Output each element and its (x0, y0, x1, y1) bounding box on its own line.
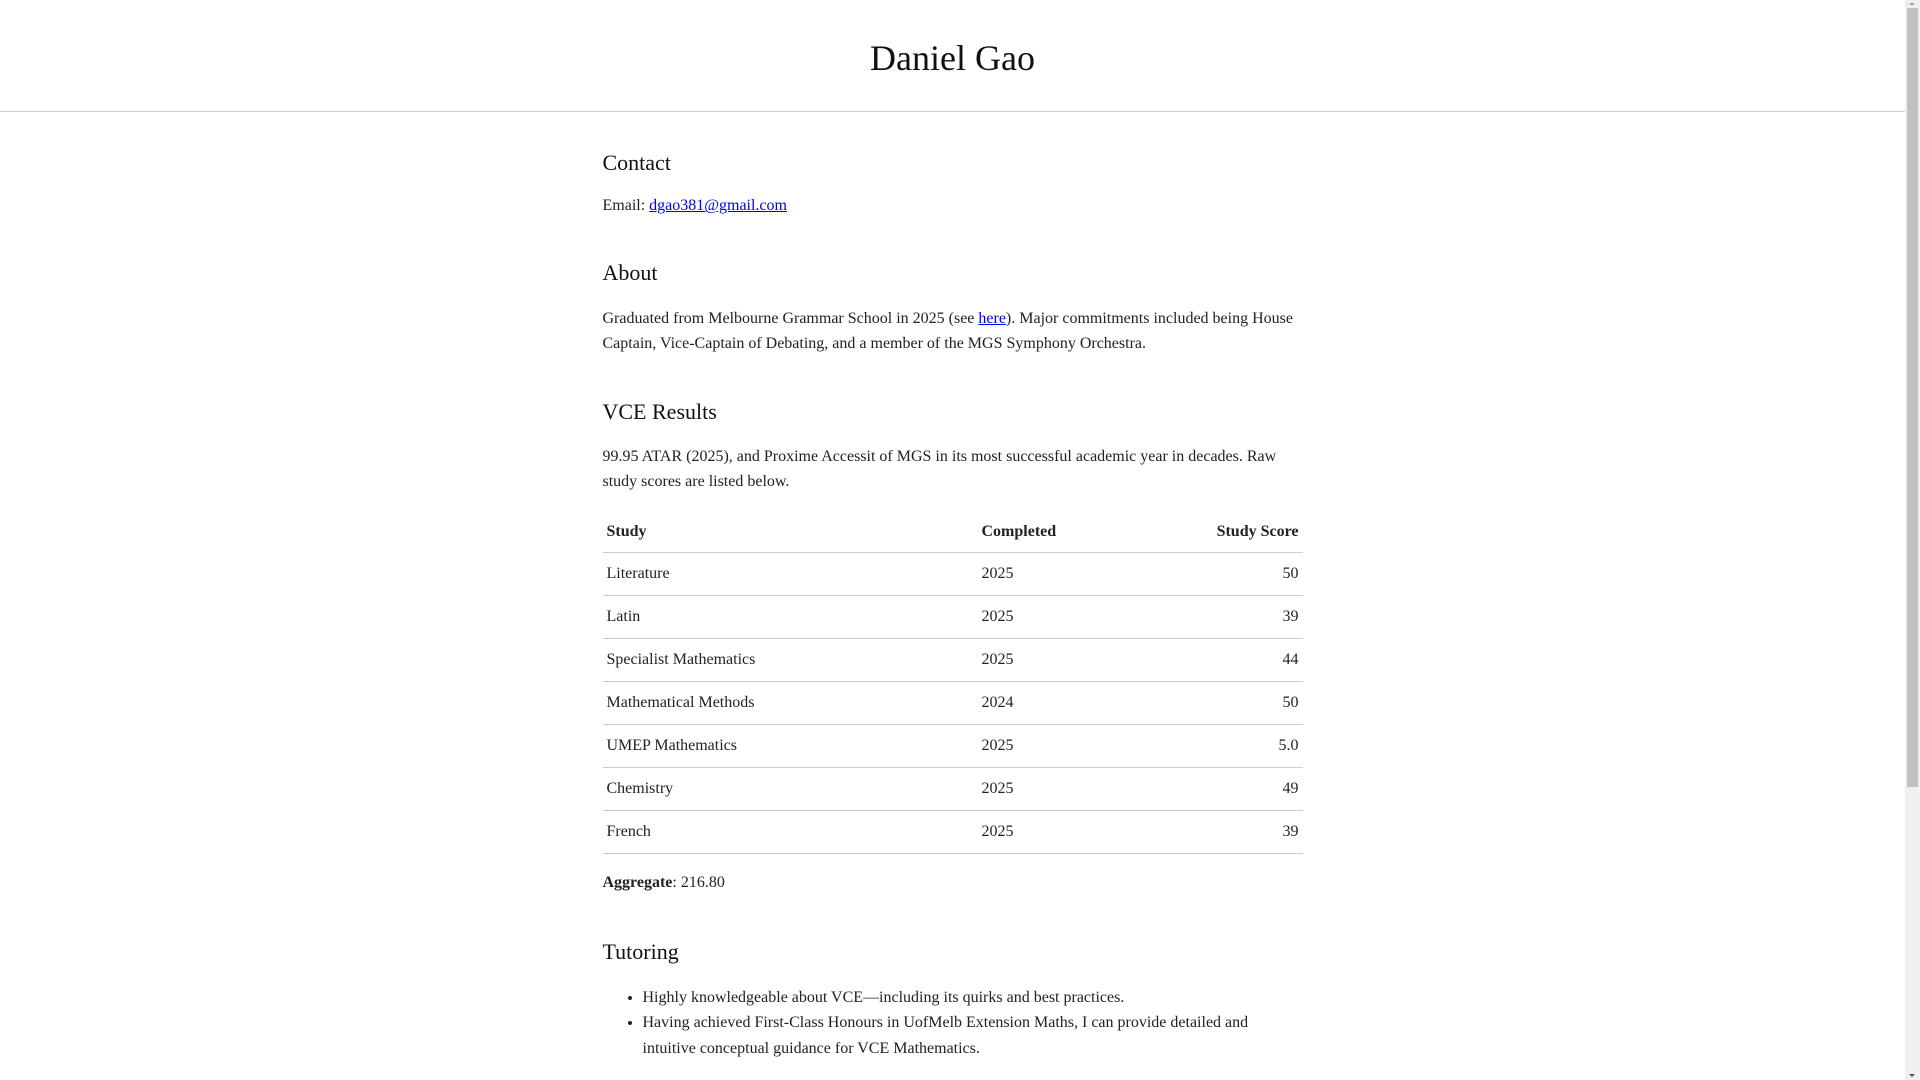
about-text-start: Graduated from Melbourne Grammar School in 2025 (see (602, 309, 979, 327)
tutoring-section (603, 939, 1303, 1061)
completed-cell: 2025 (978, 768, 1166, 811)
contact-section (603, 150, 1303, 218)
vce-intro: 99.95 ATAR (2025), and Proxime Accessit of MGS in its most successful academic year in decades. Raw study scores are listed below. (602, 448, 1277, 491)
column-header-score: Study Score (1166, 511, 1303, 553)
table-row (603, 639, 1303, 682)
study-cell: Latin (603, 596, 978, 639)
aggregate-line (603, 870, 1303, 895)
table-row (603, 682, 1303, 725)
completed-cell: 2025 (978, 725, 1166, 768)
table-row (603, 725, 1303, 768)
score-cell: 50 (1166, 682, 1303, 725)
score-cell: 44 (1166, 639, 1303, 682)
aggregate-separator: : (672, 874, 681, 892)
email-link[interactable]: dgao381@gmail.com (649, 197, 787, 215)
aggregate-label: Aggregate (602, 874, 673, 892)
study-cell: Mathematical Methods (603, 682, 978, 725)
vce-results-section (603, 399, 1303, 895)
about-text-end: ). Major commitments included being House Captain, Vice-Captain of Debating, and a member of the MGS Symphony Orchestra. (602, 309, 1293, 352)
study-cell: Chemistry (603, 768, 978, 811)
tutoring-list (603, 985, 1303, 1062)
column-header-completed: Completed (978, 511, 1166, 553)
table-header-row (603, 511, 1303, 553)
column-header-study: Study (603, 511, 978, 553)
completed-cell: 2024 (978, 682, 1166, 725)
email-label: Email: (602, 197, 650, 215)
about-section (603, 260, 1303, 355)
score-cell: 39 (1166, 811, 1303, 854)
page-title: Daniel Gao (870, 37, 1035, 78)
score-cell: 39 (1166, 596, 1303, 639)
email-line (603, 193, 1303, 218)
table-row (603, 553, 1303, 596)
completed-cell: 2025 (978, 639, 1166, 682)
scroll-down-arrow-icon[interactable] (1905, 1072, 1920, 1080)
study-cell: French (603, 811, 978, 854)
score-cell: 50 (1166, 553, 1303, 596)
results-table (603, 511, 1303, 854)
aggregate-value: 216.80 (680, 874, 725, 892)
tutoring-heading: Tutoring (602, 939, 679, 965)
about-heading: About (602, 260, 658, 286)
table-row (603, 811, 1303, 854)
vertical-scrollbar[interactable] (1905, 0, 1920, 1080)
contact-heading: Contact (602, 150, 671, 175)
list-item: • Highly knowledgeable about VCE—including its quirks and best practices. (643, 985, 1303, 1011)
study-cell: Specialist Mathematics (603, 639, 978, 682)
study-cell: UMEP Mathematics (603, 725, 978, 768)
score-cell: 5.0 (1166, 725, 1303, 768)
school-link[interactable]: here (978, 309, 1006, 327)
table-row (603, 596, 1303, 639)
completed-cell: 2025 (978, 811, 1166, 854)
study-cell: Literature (603, 553, 978, 596)
completed-cell: 2025 (978, 596, 1166, 639)
vce-heading: VCE Results (602, 398, 717, 424)
table-row (603, 768, 1303, 811)
site-header (0, 0, 1905, 112)
about-text (603, 306, 1303, 356)
scroll-up-arrow-icon[interactable] (1905, 0, 1920, 8)
completed-cell: 2025 (978, 553, 1166, 596)
list-item: • Having achieved First-Class Honours in UofMelb Extension Maths, I can provide detailed and intuitive conceptual guidance for VCE Mathematics. (643, 1010, 1303, 1061)
main-content (603, 112, 1303, 1061)
scrollbar-thumb[interactable] (1907, 8, 1918, 787)
score-cell: 49 (1166, 768, 1303, 811)
